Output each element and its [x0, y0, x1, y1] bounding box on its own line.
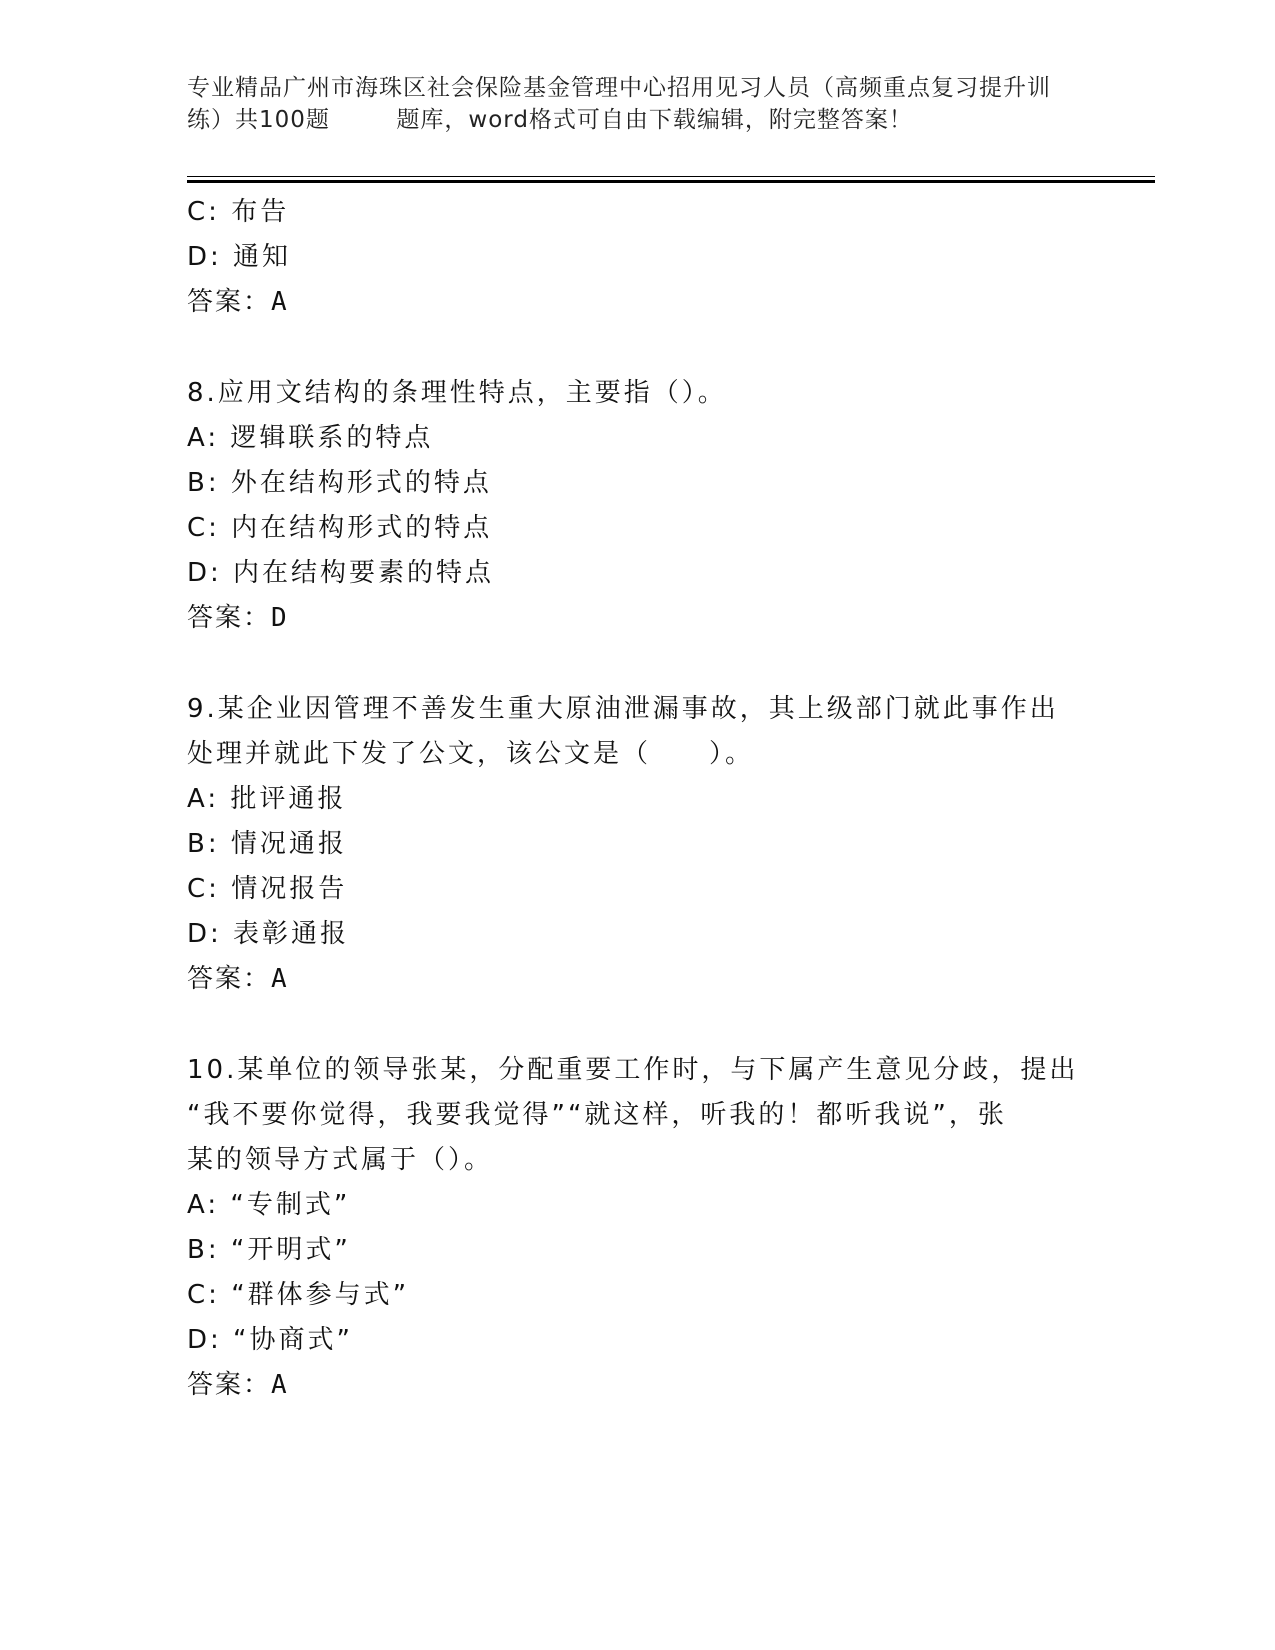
spacer — [187, 1002, 1087, 1048]
option-a — [187, 777, 1087, 822]
spacer — [187, 641, 1087, 687]
option-letter: D: — [187, 558, 222, 588]
option-letter: B: — [187, 829, 220, 859]
option-b — [187, 822, 1087, 867]
answer-line — [187, 596, 1087, 641]
option-text: 批评通报 — [230, 784, 347, 814]
question-text-line-3: 某的领导方式属于（）。 — [187, 1145, 494, 1175]
option-text: 内在结构要素的特点 — [233, 558, 495, 588]
question-10 — [187, 1048, 1087, 1408]
option-text: 通知 — [233, 242, 292, 272]
option-letter: D: — [187, 242, 222, 272]
option-c — [187, 190, 1087, 235]
option-a — [187, 1183, 1087, 1228]
option-letter: C: — [187, 197, 220, 227]
option-text: “专制式” — [230, 1190, 351, 1220]
answer-line — [187, 280, 1087, 325]
answer-label: 答案： — [187, 1370, 272, 1400]
option-d — [187, 912, 1087, 957]
option-letter: C: — [187, 874, 220, 904]
answer-line — [187, 1363, 1087, 1408]
option-text: “开明式” — [230, 1235, 351, 1265]
option-letter: A: — [187, 423, 220, 453]
option-letter: D: — [187, 919, 222, 949]
option-text: 逻辑联系的特点 — [230, 423, 434, 453]
option-letter: D: — [187, 1325, 222, 1355]
option-c — [187, 506, 1087, 551]
answer-label: 答案： — [187, 603, 272, 633]
question-text-line-1: 9.某企业因管理不善发生重大原油泄漏事故，其上级部门就此事作出 — [187, 694, 1059, 724]
answer-label: 答案： — [187, 287, 272, 317]
option-a — [187, 416, 1087, 461]
option-d — [187, 1318, 1087, 1363]
option-text: 表彰通报 — [233, 919, 350, 949]
question-text-line-2: “我不要你觉得，我要我觉得”“就这样，听我的！都听我说”，张 — [187, 1100, 1007, 1130]
answer-value: A — [271, 1370, 287, 1400]
question-text-line-2: 处理并就此下发了公文，该公文是（ ）。 — [187, 739, 755, 769]
answer-value: A — [271, 964, 287, 994]
option-text: “协商式” — [233, 1325, 353, 1355]
question-content — [187, 190, 1087, 1408]
header-line-2: 练）共100题 题库，word格式可自由下载编辑，附完整答案！ — [187, 107, 913, 133]
document-header — [187, 72, 1087, 136]
question-text: 8.应用文结构的条理性特点，主要指（）。 — [187, 378, 727, 408]
option-d — [187, 551, 1087, 596]
option-c — [187, 867, 1087, 912]
option-text: 情况通报 — [230, 829, 347, 859]
option-letter: C: — [187, 513, 220, 543]
answer-line — [187, 957, 1087, 1002]
option-b — [187, 1228, 1087, 1273]
option-d — [187, 235, 1087, 280]
header-line-1: 专业精品广州市海珠区社会保险基金管理中心招用见习人员（高频重点复习提升训 — [187, 75, 1051, 101]
spacer — [187, 325, 1087, 371]
question-8 — [187, 371, 1087, 641]
header-divider-thick — [187, 180, 1155, 183]
option-c — [187, 1273, 1087, 1318]
option-letter: B: — [187, 1235, 220, 1265]
answer-label: 答案： — [187, 964, 272, 994]
option-letter: A: — [187, 784, 220, 814]
option-letter: B: — [187, 468, 220, 498]
option-letter: C: — [187, 1280, 220, 1310]
option-text: 外在结构形式的特点 — [230, 468, 492, 498]
option-b — [187, 461, 1087, 506]
answer-value: D — [271, 603, 287, 633]
option-text: 内在结构形式的特点 — [231, 513, 493, 543]
option-letter: A: — [187, 1190, 220, 1220]
question-9 — [187, 687, 1087, 1002]
option-text: 布告 — [231, 197, 290, 227]
answer-value: A — [271, 287, 287, 317]
question-text-line-1: 10.某单位的领导张某，分配重要工作时，与下属产生意见分歧，提出 — [187, 1055, 1079, 1085]
previous-question-tail — [187, 190, 1087, 325]
header-divider-thin — [187, 176, 1155, 177]
option-text: 情况报告 — [231, 874, 348, 904]
option-text: “群体参与式” — [231, 1280, 410, 1310]
